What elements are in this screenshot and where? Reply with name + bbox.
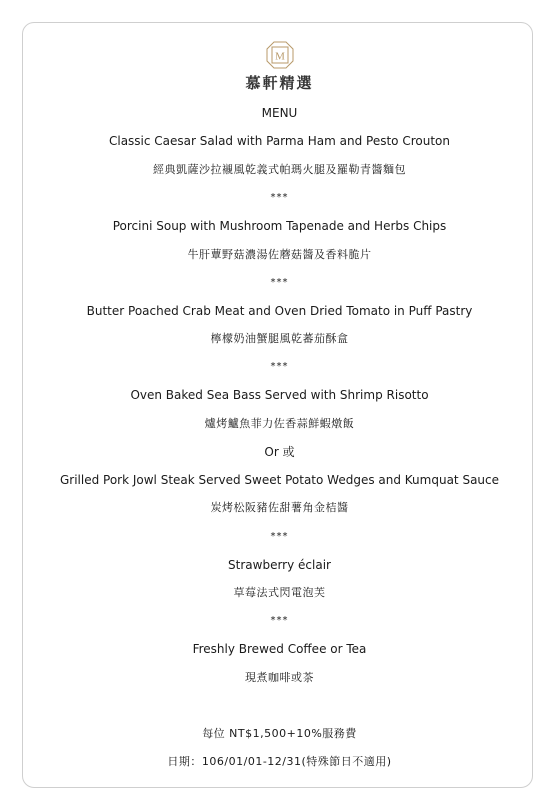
course-7-zh: 現煮咖啡或茶 [245,671,314,684]
course-2-en: Porcini Soup with Mushroom Tapenade and Herbs Chips [112,219,447,233]
course-separator: *** [270,615,289,626]
course-separator: *** [270,361,289,372]
course-5-en: Grilled Pork Jowl Steak Served Sweet Potato Wedges and Kumquat Sauce [59,473,500,487]
course-separator: *** [270,531,289,542]
course-1-en: Classic Caesar Salad with Parma Ham and Pesto Crouton [108,134,450,148]
course-3-en: Butter Poached Crab Meat and Oven Dried Tomato in Puff Pastry [86,304,473,318]
course-4-en: Oven Baked Sea Bass Served with Shrimp Risotto [130,388,429,402]
course-1-zh: 經典凱薩沙拉襯風乾義式帕瑪火腿及羅勒青醬麵包 [153,163,406,176]
course-3-zh: 檸檬奶油蟹腿風乾蕃茄酥盒 [210,332,349,345]
svg-text:M: M [275,50,285,63]
course-separator: *** [270,192,289,203]
course-4-zh: 爐烤鱸魚菲力佐香蒜鮮蝦燉飯 [204,417,355,430]
course-6-en: Strawberry éclair [228,558,331,572]
valid-dates: 日期：106/01/01-12/31(特殊節日不適用) [167,755,392,768]
course-6-zh: 草莓法式閃電泡芙 [233,586,326,599]
or-label: Or 或 [264,445,295,459]
m-monogram-logo-icon [266,41,294,69]
menu-title: MENU [261,106,298,120]
course-2-zh: 牛肝蕈野菇濃湯佐蘑菇醬及香料脆片 [187,248,372,261]
brand-name: 慕軒精選 [245,74,314,92]
course-separator: *** [270,277,289,288]
course-7-en: Freshly Brewed Coffee or Tea [192,642,367,656]
price-line: 每位 NT$1,500+10%服務費 [202,727,357,740]
course-5-zh: 炭烤松阪豬佐甜薯角金桔醬 [210,501,349,514]
